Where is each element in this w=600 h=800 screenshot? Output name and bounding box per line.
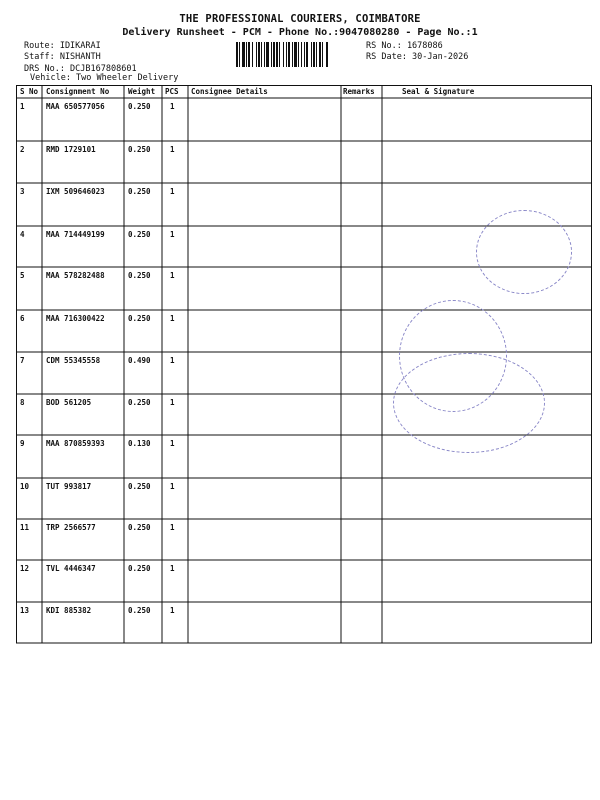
row-sno: 1	[20, 102, 25, 111]
row-pcs: 1	[170, 523, 175, 532]
header-remarks: Remarks	[343, 87, 375, 96]
barcode-bar	[301, 42, 302, 67]
barcode-bar	[242, 42, 245, 67]
row-consignment-no: IXM 509646023	[46, 187, 105, 196]
barcode-bar	[294, 42, 297, 67]
row-sno: 9	[20, 439, 25, 448]
row-consignment-no: MAA 870859393	[46, 439, 105, 448]
row-pcs: 1	[170, 314, 175, 323]
row-pcs: 1	[170, 439, 175, 448]
header-weight: Weight	[128, 87, 156, 96]
row-consignment-no: TVL 4446347	[46, 564, 96, 573]
barcode-bar	[252, 42, 253, 67]
row-sno: 10	[20, 482, 30, 491]
row-weight: 0.250	[128, 187, 151, 196]
row-pcs: 1	[170, 398, 175, 407]
row-consignment-no: MAA 714449199	[46, 230, 105, 239]
barcode-bar	[271, 42, 272, 67]
barcode-bar	[279, 42, 280, 67]
header-pcs: PCS	[165, 87, 179, 96]
row-sno: 11	[20, 523, 30, 532]
row-consignment-no: MAA 650577056	[46, 102, 105, 111]
row-sno: 5	[20, 271, 25, 280]
row-sno: 3	[20, 187, 25, 196]
barcode-bar	[286, 42, 287, 67]
header-seal: Seal & Signature	[402, 87, 475, 96]
barcode-bar	[248, 42, 250, 67]
round-seal-stamp	[393, 353, 545, 453]
row-consignment-no: TUT 993817	[46, 482, 92, 491]
barcode-bar	[313, 42, 315, 67]
row-weight: 0.250	[128, 523, 151, 532]
header-sno: S No	[20, 87, 39, 96]
barcode-bar	[246, 42, 247, 67]
courier-seal-stamp	[476, 210, 572, 294]
barcode-bar	[273, 42, 275, 67]
barcode-bar	[304, 42, 305, 67]
row-weight: 0.250	[128, 102, 151, 111]
row-pcs: 1	[170, 145, 175, 154]
row-weight: 0.130	[128, 439, 151, 448]
barcode-bar	[288, 42, 290, 67]
drs-number: DRS No.: DCJB167808601	[24, 64, 137, 74]
row-weight: 0.250	[128, 145, 151, 154]
row-pcs: 1	[170, 187, 175, 196]
row-sno: 13	[20, 606, 30, 615]
row-pcs: 1	[170, 564, 175, 573]
row-pcs: 1	[170, 271, 175, 280]
barcode	[236, 42, 360, 67]
row-weight: 0.250	[128, 606, 151, 615]
row-consignment-no: BOD 561205	[46, 398, 92, 407]
barcode-bar	[256, 42, 257, 67]
row-weight: 0.250	[128, 271, 151, 280]
runsheet-subtitle: Delivery Runsheet - PCM - Phone No.:9047080280 - Page No.:1	[122, 27, 478, 38]
barcode-bar	[316, 42, 317, 67]
header-consignment: Consignment No	[46, 87, 110, 96]
rs-number: RS No.: 1678086	[366, 41, 443, 51]
barcode-bar	[306, 42, 308, 67]
row-consignment-no: TRP 2566577	[46, 523, 96, 532]
barcode-bar	[292, 42, 293, 67]
row-weight: 0.250	[128, 314, 151, 323]
row-pcs: 1	[170, 606, 175, 615]
row-pcs: 1	[170, 102, 175, 111]
row-pcs: 1	[170, 230, 175, 239]
row-pcs: 1	[170, 482, 175, 491]
row-sno: 8	[20, 398, 25, 407]
row-sno: 12	[20, 564, 30, 573]
row-weight: 0.250	[128, 230, 151, 239]
barcode-bar	[322, 42, 323, 67]
barcode-bar	[236, 42, 238, 67]
row-weight: 0.250	[128, 482, 151, 491]
row-weight: 0.490	[128, 356, 151, 365]
row-consignment-no: CDM 55345558	[46, 356, 101, 365]
barcode-bar	[326, 42, 328, 67]
barcode-bar	[319, 42, 321, 67]
barcode-bar	[276, 42, 278, 67]
barcode-bar	[239, 42, 240, 67]
row-sno: 6	[20, 314, 25, 323]
row-consignment-no: KDI 885382	[46, 606, 92, 615]
staff-label: Staff: NISHANTH	[24, 52, 101, 62]
barcode-bar	[311, 42, 312, 67]
row-weight: 0.250	[128, 398, 151, 407]
row-consignment-no: RMD 1729101	[46, 145, 96, 154]
barcode-bar	[298, 42, 299, 67]
rs-date: RS Date: 30-Jan-2026	[366, 52, 469, 62]
row-consignment-no: MAA 716300422	[46, 314, 105, 323]
row-sno: 7	[20, 356, 25, 365]
route-label: Route: IDIKARAI	[24, 41, 101, 51]
runsheet-table	[16, 85, 592, 643]
runsheet-title: THE PROFESSIONAL COURIERS, COIMBATORE	[179, 13, 421, 25]
barcode-bar	[266, 42, 269, 67]
row-sno: 4	[20, 230, 25, 239]
row-sno: 2	[20, 145, 25, 154]
barcode-bar	[264, 42, 265, 67]
barcode-bar	[261, 42, 262, 67]
row-pcs: 1	[170, 356, 175, 365]
row-consignment-no: MAA 578282488	[46, 271, 105, 280]
header-consignee: Consignee Details	[191, 87, 268, 96]
vehicle-label: Vehicle: Two Wheeler Delivery	[30, 73, 179, 83]
row-weight: 0.250	[128, 564, 151, 573]
barcode-bar	[258, 42, 260, 67]
barcode-bar	[283, 42, 284, 67]
